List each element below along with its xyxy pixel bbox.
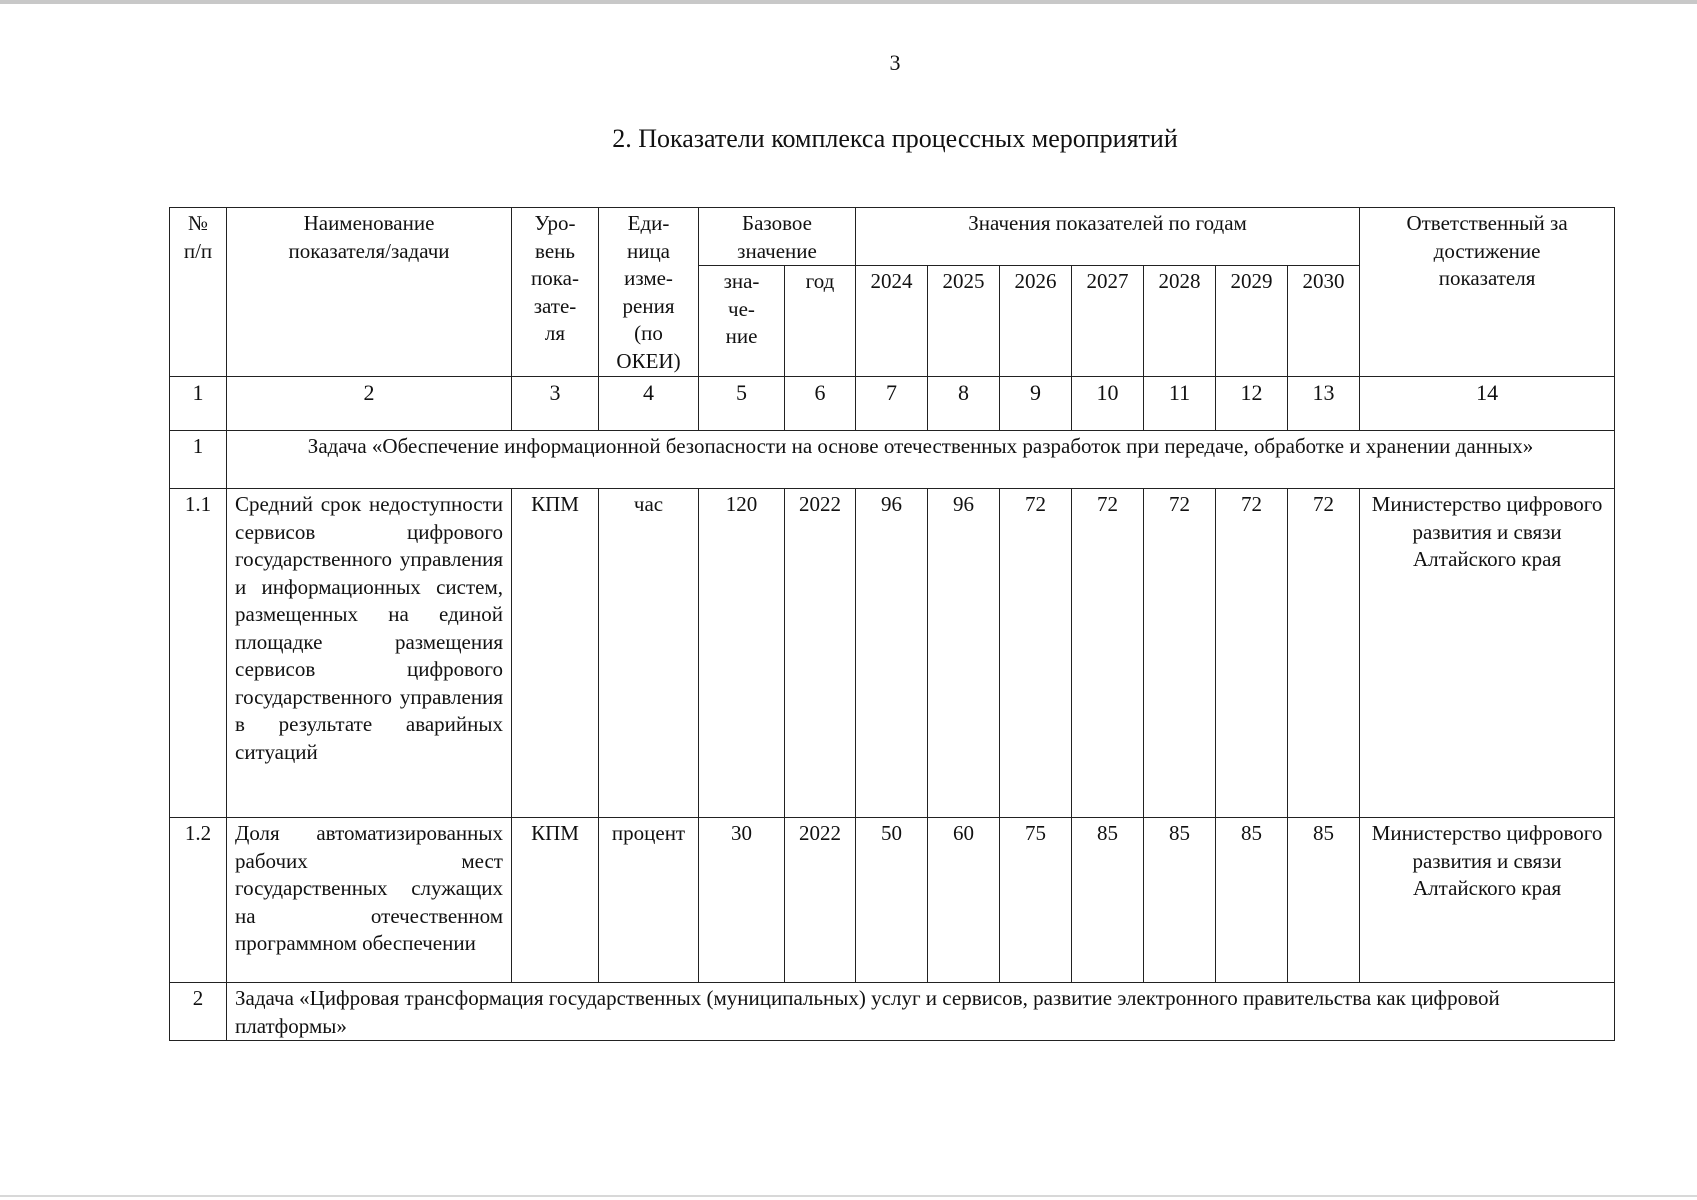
row-level: КПМ [512, 818, 599, 983]
column-number: 8 [928, 377, 1000, 431]
row-value: 96 [856, 489, 928, 818]
column-number: 2 [227, 377, 512, 431]
indicators-table [169, 207, 1615, 1041]
header-year: 2030 [1288, 266, 1360, 377]
header-num: № п/п [170, 208, 227, 377]
header-name: Наименование показателя/задачи [227, 208, 512, 377]
row-name: Средний срок недоступности сервисов цифрового государственного управления и информационных систем, размещенных на единой площадке размещения сервисов цифрового государственного управления в результате аварийных ситуаций [227, 489, 512, 818]
task-row [170, 431, 1615, 489]
row-base-value: 120 [699, 489, 785, 818]
row-value: 96 [928, 489, 1000, 818]
column-number: 1 [170, 377, 227, 431]
column-number: 11 [1144, 377, 1216, 431]
row-value: 72 [1216, 489, 1288, 818]
section-title: 2. Показатели комплекса процессных мероприятий [612, 124, 1178, 153]
column-number: 5 [699, 377, 785, 431]
header-unit: Еди- ница изме- рения (по ОКЕИ) [599, 208, 699, 377]
header-year: 2026 [1000, 266, 1072, 377]
column-number: 10 [1072, 377, 1144, 431]
row-value: 50 [856, 818, 928, 983]
row-base-year: 2022 [785, 818, 856, 983]
row-value: 72 [1144, 489, 1216, 818]
row-value: 72 [1288, 489, 1360, 818]
row-num: 1.2 [170, 818, 227, 983]
task-text: Задача «Обеспечение информационной безопасности на основе отечественных разработок при передаче, обработке и хранении данных» [227, 431, 1615, 489]
header-year: 2027 [1072, 266, 1144, 377]
scan-top-edge [0, 0, 1697, 4]
table-row [170, 489, 1615, 818]
row-base-year: 2022 [785, 489, 856, 818]
row-value: 85 [1144, 818, 1216, 983]
column-number: 3 [512, 377, 599, 431]
page-number: 3 [889, 50, 901, 75]
header-base-year: год [785, 266, 856, 377]
task-row [170, 983, 1615, 1041]
header-year: 2025 [928, 266, 1000, 377]
column-number: 9 [1000, 377, 1072, 431]
table-row [170, 818, 1615, 983]
row-num: 1.1 [170, 489, 227, 818]
task-text: Задача «Цифровая трансформация государственных (муниципальных) услуг и сервисов, развитие электронного правительства как цифровой платформы» [227, 983, 1615, 1041]
row-value: 85 [1072, 818, 1144, 983]
row-responsible: Министерство цифрового развития и связи Алтайского края [1360, 489, 1615, 818]
header-responsible: Ответственный за достижение показателя [1360, 208, 1615, 377]
header-year: 2024 [856, 266, 928, 377]
row-value: 85 [1288, 818, 1360, 983]
row-value: 72 [1072, 489, 1144, 818]
header-year: 2028 [1144, 266, 1216, 377]
row-base-value: 30 [699, 818, 785, 983]
row-value: 72 [1000, 489, 1072, 818]
column-number: 4 [599, 377, 699, 431]
header-row [170, 208, 1615, 266]
scan-bottom-edge [0, 1195, 1697, 1197]
row-name: Доля автоматизированных рабочих мест государственных служащих на отечественном программном обеспечении [227, 818, 512, 983]
header-years-group: Значения показателей по годам [856, 208, 1360, 266]
row-value: 60 [928, 818, 1000, 983]
column-number: 12 [1216, 377, 1288, 431]
row-responsible: Министерство цифрового развития и связи Алтайского края [1360, 818, 1615, 983]
header-base: Базовое значение [699, 208, 856, 266]
column-number-row [170, 377, 1615, 431]
header-year: 2029 [1216, 266, 1288, 377]
row-level: КПМ [512, 489, 599, 818]
header-level: Уро- вень пока- зате- ля [512, 208, 599, 377]
row-value: 75 [1000, 818, 1072, 983]
task-num: 1 [170, 431, 227, 489]
row-value: 85 [1216, 818, 1288, 983]
column-number: 13 [1288, 377, 1360, 431]
header-base-value: зна- че- ние [699, 266, 785, 377]
column-number: 7 [856, 377, 928, 431]
task-num: 2 [170, 983, 227, 1041]
row-unit: процент [599, 818, 699, 983]
column-number: 14 [1360, 377, 1615, 431]
row-unit: час [599, 489, 699, 818]
column-number: 6 [785, 377, 856, 431]
